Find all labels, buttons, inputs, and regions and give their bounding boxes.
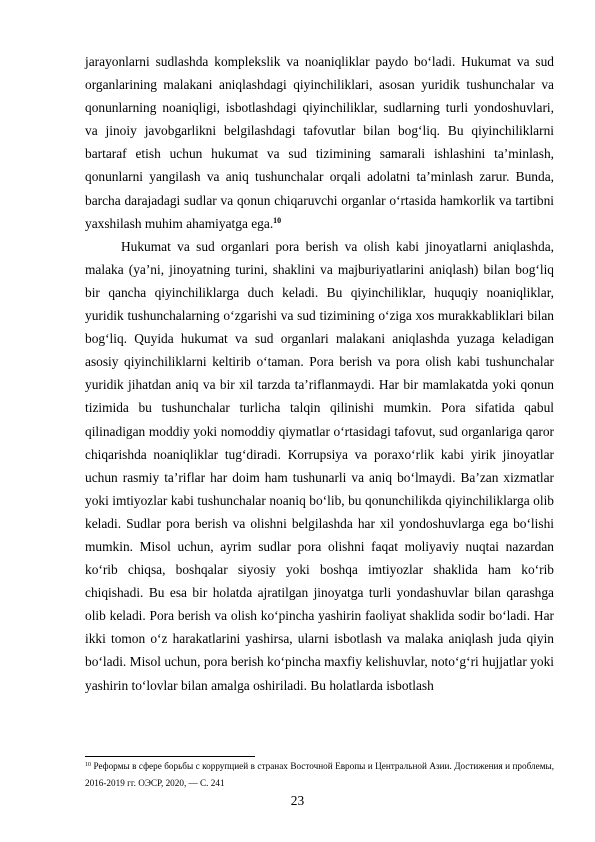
paragraph-1 — [85, 50, 554, 235]
paragraph-2: Hukumat va sud organlari pora berish va olish kabi jinoyatlarni aniqlashda, malaka (ya’ni, jinoyatning turini, shaklini va majburiyatlarini aniqlash) bilan bog‘liq bir qancha qiyinchiliklarga duch keladi. Bu qiyinchiliklar, huquqiy noaniqliklar, yuridik tushunchalarning o‘zgarishi va sud tizimining o‘ziga xos murakkabliklari bilan bog‘liq. Quyida hukumat va sud organlari malakani aniqlashda yuzaga keladigan asosiy qiyinchiliklarni keltirib o‘taman. Pora berish va pora olish kabi tushunchalar yuridik jihatdan aniq va bir xil tarzda ta’riflanmaydi. Har bir mamlakatda yoki qonun tizimida bu tushunchalar turlicha talqin qilinishi mumkin. Pora sifatida qabul qilinadigan moddiy yoki nomoddiy qiymatlar o‘rtasidagi tafovut, sud organlariga qaror chiqarishda noaniqliklar tug‘diradi. Korrupsiya va poraxo‘rlik kabi yirik jinoyatlar uchun rasmiy ta’riflar har doim ham tushunarli va aniq bo‘lmaydi. Ba’zan xizmatlar yoki imtiyozlar kabi tushunchalar noaniq bo‘lib, bu qonunchilikda qiyinchiliklarga olib keladi. Sudlar pora berish va olishni belgilashda har xil yondoshuvlarga ega bo‘lishi mumkin. Misol uchun, ayrim sudlar pora olishni faqat moliyaviy nuqtai nazardan ko‘rib chiqsa, boshqalar siyosiy yoki boshqa imtiyozlar shaklida ham ko‘rib chiqishadi. Bu esa bir holatda ajratilgan jinoyatga turli yondashuvlar bilan qarashga olib keladi. Pora berish va olish ko‘pincha yashirin faoliyat shaklida sodir bo‘ladi. Har ikki tomon o‘z harakatlarini yashirsa, ularni isbotlash va malaka aniqlash juda qiyin bo‘ladi. Misol uchun, pora berish ko‘pincha maxfiy kelishuvlar, noto‘g‘ri hujjatlar yoki yashirin to‘lovlar bilan amalga oshiriladi. Bu holatlarda isbotlash — [85, 238, 554, 693]
footnote-text: Реформы в сфере борьбы с коррупцией в странах Восточной Европы и Центральной Азии. Достижения и проблемы, 2016-2019 гг. ОЭСР, 2020, — С. 241 — [85, 761, 554, 788]
document-body — [85, 50, 554, 697]
footnote-number: 10 — [85, 762, 91, 768]
footnote-reference[interactable]: 10 — [273, 215, 282, 225]
footnote-divider — [85, 756, 255, 757]
paragraph-1-text: jarayonlarni sudlashda komplekslik va noaniqliklar paydo bo‘ladi. Hukumat va sud organlarining malakani aniqlashdagi qiyinchiliklari, asosan yuridik tushunchalar va qonunlarning noaniqligi, isbotlashdagi qiyinchiliklar, sudlarning turli yondoshuvlari, va jinoiy javobgarlikni belgilashdagi tafovutlar bilan bog‘liq. Bu qiyinchiliklarni bartaraf etish uchun hukumat va sud tizimining samarali ishlashini ta’minlash, qonunlarni yangilash va aniq tushunchalar orqali adolatni ta’minlash zarur. Bunda, barcha darajadagi sudlar va qonun chiqaruvchi organlar o‘rtasida hamkorlik va tartibni yaxshilash muhim ahamiyatga ega. — [85, 54, 554, 231]
page-number: 23 — [290, 793, 305, 808]
footnote — [85, 758, 554, 792]
